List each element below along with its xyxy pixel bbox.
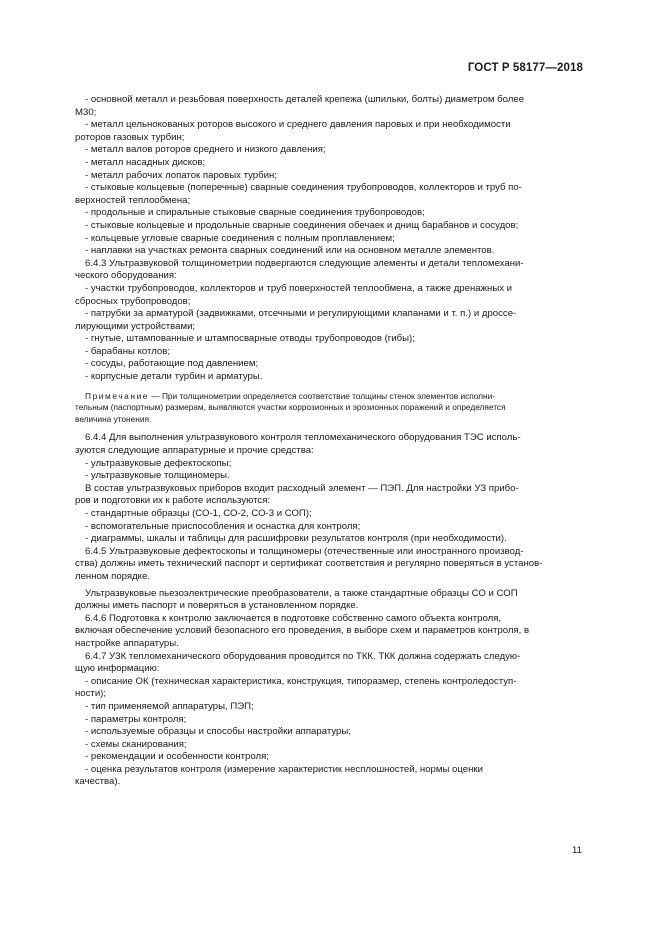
text-line: настройке аппаратуры.: [75, 637, 179, 649]
text-line: - металл валов роторов среднего и низкого давления;: [85, 144, 326, 156]
text-line: - ультразвуковые дефектоскопы;: [85, 457, 232, 469]
text-line: лирующими устройствами;: [75, 320, 196, 332]
text-line: - описание ОК (техническая характеристика, конструкция, типоразмер, степень контроледоступ-: [85, 675, 517, 687]
text-line: ности);: [75, 688, 107, 700]
text-line: - сосуды, работающие под давлением;: [85, 358, 259, 370]
text-line: ленном порядке.: [75, 570, 150, 582]
text-line: - участки трубопроводов, коллекторов и труб поверхностей теплообмена, а также дренажных и: [85, 282, 513, 294]
text-line: - используемые образцы и способы настройки аппаратуры;: [85, 726, 351, 738]
text-line: верхностей теплообмена;: [75, 194, 191, 206]
text-line: - металл насадных дисков;: [85, 156, 206, 168]
text-line: - металл цельнокованых роторов высокого и среднего давления паровых и при необходимости: [85, 119, 511, 131]
text-line: ческого оборудования:: [75, 270, 177, 282]
text-line: - кольцевые угловые сварные соединения с полным проплавлением;: [85, 232, 395, 244]
text-line: качества).: [75, 776, 121, 788]
text-line: М30;: [75, 106, 97, 118]
text-line: Ультразвуковые пьезоэлектрические преобразователи, а также стандартные образцы СО и СОП: [85, 587, 518, 599]
text-line: 6.4.7 УЗК тепломеханического оборудования проводится по ТКК. ТКК должна содержать следую-: [85, 650, 521, 662]
document-body: [75, 94, 582, 789]
text-line: роторов газовых турбин;: [75, 131, 185, 143]
text-line: щую информацию:: [75, 663, 160, 675]
text-line: - ультразвуковые толщиномеры.: [85, 470, 230, 482]
text-line: - основной металл и резьбовая поверхность деталей крепежа (шпильки, болты) диаметром более: [85, 94, 525, 105]
spacer: [75, 384, 582, 391]
text-line: 6.4.4 Для выполнения ультразвукового контроля тепломеханического оборудования ТЭС исполь-: [85, 432, 521, 444]
text-line: - стандартные образцы (СО-1, СО-2, СО-3 и СОП);: [85, 508, 312, 519]
note-label: Примечание: [85, 390, 150, 401]
spacer: [75, 425, 582, 432]
text-line: 6.4.5 Ультразвуковые дефектоскопы и толщиномеры (отечественные или иностранного производ-: [85, 545, 524, 557]
note-line: тельным (паспортным) размерам, выявляются участки коррозионных и эрозионных поражений и определяется: [75, 402, 506, 413]
text-line: - диаграммы, шкалы и таблицы для расшифровки результатов контроля (при необходимости).: [85, 533, 507, 545]
document-header: ГОСТ Р 58177—2018: [467, 62, 583, 74]
text-line: - корпусные детали турбин и арматуры.: [85, 371, 263, 383]
text-line: 6.4.3 Ультразвуковой толщинометрии подвергаются следующие элементы и детали тепломехани-: [85, 257, 524, 269]
text-line: ства) должны иметь технический паспорт и сертификат соответствия и регулярно поверяться в установ-: [75, 558, 543, 570]
text-line: ров и подготовки их к работе используются:: [75, 495, 271, 507]
text-line: - тип применяемой аппаратуры, ПЭП;: [85, 700, 254, 712]
text-line: должны иметь паспорт и поверяться в установленном порядке.: [75, 600, 359, 612]
text-line: включая обеспечение условий безопасного его проведения, в выборе схем и параметров контроля, в: [75, 625, 530, 637]
text-line: - рекомендации и особенности контроля;: [85, 751, 269, 763]
text-line: - стыковые кольцевые и продольные сварные соединения обечаек и днищ барабанов и сосудов;: [85, 219, 519, 231]
text-line: зуются следующие аппаратурные и прочие средства:: [75, 445, 314, 457]
text-line: - продольные и спиральные стыковые сварные соединения трубопроводов;: [85, 207, 425, 219]
text-line: - вспомогательные приспособления и оснастка для контроля;: [85, 520, 361, 532]
page-number: 11: [572, 845, 582, 856]
text-line: - оценка результатов контроля (измерение характеристик несплошностей, нормы оценки: [85, 763, 483, 775]
text-line: - схемы сканирования;: [85, 738, 187, 750]
text-line: - металл рабочих лопаток паровых турбин;: [85, 169, 277, 181]
note-text: — При толщинометрии определяется соответствие толщины стенок элементов исполни-: [149, 390, 496, 401]
text-line: 6.4.6 Подготовка к контролю заключается в подготовке собственно самого объекта контроля,: [85, 612, 502, 624]
text-line: - патрубки за арматурой (задвижками, отсечными и регулирующими клапанами и т. п.) и дроссе-: [85, 308, 517, 320]
text-line: - наплавки на участках ремонта сварных соединений или на основном металле элементов.: [85, 245, 495, 257]
text-line: сбросных трубопроводов;: [75, 295, 191, 307]
text-line: - стыковые кольцевые (поперечные) сварные соединения трубопроводов, коллекторов и труб по-: [85, 182, 522, 194]
note-line: величина утонения.: [75, 413, 152, 424]
note-line: [75, 391, 582, 403]
text-line: В состав ультразвуковых приборов входит расходный элемент — ПЭП. Для настройки УЗ прибо-: [85, 482, 519, 494]
text-line: - барабаны котлов;: [85, 345, 171, 357]
text-line: - параметры контроля;: [85, 713, 187, 725]
text-line: - гнутые, штампованные и штампосварные отводы трубопроводов (гибы);: [85, 333, 415, 345]
